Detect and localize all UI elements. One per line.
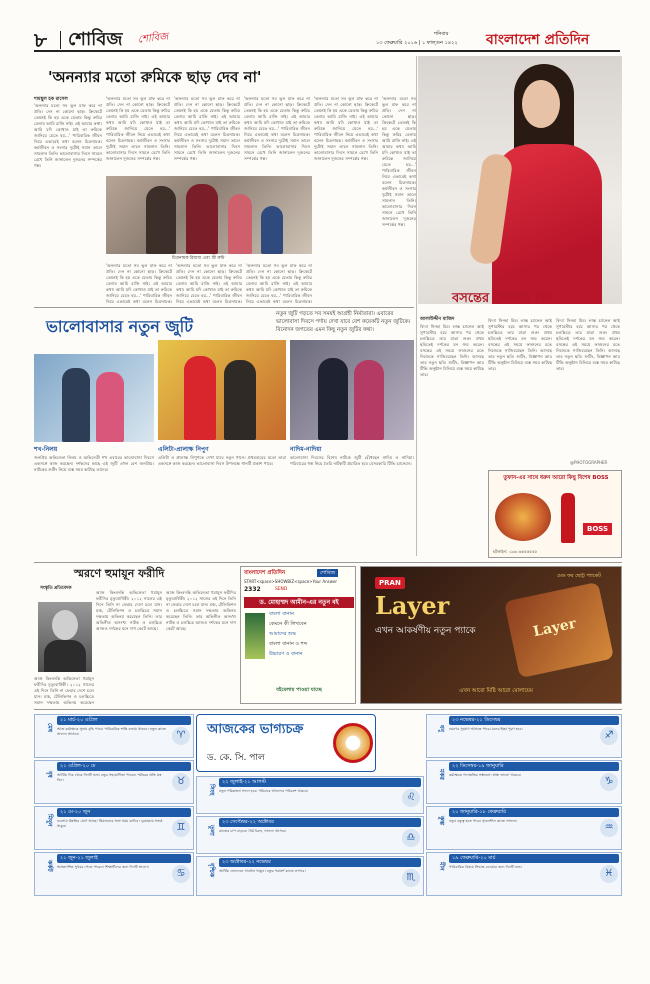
sagittarius-icon: ♐ [600, 727, 618, 745]
person-figure [354, 360, 384, 440]
person-figure [62, 368, 90, 442]
horoscope-title: আজকের ভাগ্যচক্র [207, 722, 304, 737]
couple-text-1: জনপ্রিয় অভিনেতা নিলয় ও অভিনেত্রী শখ এবারের ভালোবাসা দিবসে একসঙ্গে কাজ করছেন। দর্শকদের কাছে এই জুটি এখন বেশ জনপ্রিয়। নাটকের শুটিং নিয়ে ব্যস্ত সময় কাটছে তাদের। [34, 455, 154, 472]
portrait-head [52, 610, 78, 640]
person-figure [228, 194, 252, 254]
portrait-body [44, 640, 86, 672]
book-item-1: বাংলা বানান [269, 611, 294, 617]
horoscope-sign: ধনু ২৩ নভেম্বর-২১ ডিসেম্বর ভ্রমণের সুযোগ আসতে পারে। মনের ইচ্ছা পূরণ হবে। ♐ [426, 714, 622, 758]
horoscope-sign: তুলা ২৩ সেপ্টেম্বর-২২ অক্টোবর কাজের চাপ বাড়বে। ধৈর্য ধরুন, সাফল্য আসবে। ♎ [196, 816, 424, 854]
boss-logo: BOSS [583, 523, 612, 535]
pran-ad[interactable] [360, 566, 622, 704]
couple-name-2: এলিটা-প্রালাক্ষ নিপুণ [158, 446, 209, 453]
horoscope-sign: কুম্ভ ২০ জানুয়ারি-১৮ ফেব্রুয়ারি নতুন বন্ধুত্ব হতে পারে। সৃজনশীল কাজে সাফল্য। ♒ [426, 806, 622, 850]
book-item-2: কেমনে কী লিখবেন [269, 621, 307, 627]
boss-hotline: হটলাইন: ০৯৬০৬৫৫৫৫৫৫ [493, 549, 538, 554]
gemini-icon: ♊ [172, 819, 190, 837]
sms-send-label: SEND [275, 587, 288, 592]
page-weekday: শনিবার [434, 31, 449, 37]
obituary-photo [38, 602, 92, 672]
obituary-body-3: আজ কিংবদন্তি অভিনেতা হুমায়ূন ফরীদির মৃত্যুবার্ষিকী। ২০১২ সালের এই দিনে তিনি না ফেরার দেশে চলে যান। মঞ্চ, টেলিভিশন ও চলচ্চিত্রে সমান দক্ষতায় অভিনয় করেছেন তিনি। তার অভিনীত অসংখ্য নাটক ও চলচ্চিত্র আজও দর্শকের মনে দাগ কেটে আছে। [166, 590, 236, 631]
pran-logo: PRAN [375, 577, 405, 589]
feature-byline: আলাউদ্দীন মাজিদ [420, 317, 455, 322]
lead-photo [106, 176, 312, 254]
couple-name-3: নাদিম-নাদিয়া [290, 446, 322, 453]
horoscope-sign: মীন ১৯ ফেব্রুয়ারি-২০ মার্চ পারিবারিক বিষয়ে সিদ্ধান্ত নেওয়ার জন্য দিনটি শুভ। ♓ [426, 852, 622, 896]
person-figure [96, 372, 124, 442]
lead-body-col3: 'অনন্যার মতো সব ভুল মাফ করে না প্রতি। দেন না কোনো ছাড়। ক্রিকেটে তেমনই কি হয় একে যেতাম কিন্তু রুমির বেলায় আমি রাজি নাই। এই আমার কথা। আমি যদি কোথাও যাই তা রুমিকে জানিয়ে যেতে হয়...' পারিবারিক জীবন নিয়ে এভাবেই কথা বলেন চিত্রনায়ক। কর্মজীবন ও সংসার দুটোই সমান তালে সামলান তিনি। ভালোবাসার দিবস সামনে রেখে তিনি জানালেন দুজনের সম্পর্কের গল্প। [174, 96, 240, 161]
scorpio-icon: ♏ [402, 869, 420, 887]
lead-body-col4: 'অনন্যার মতো সব ভুল মাফ করে না প্রতি। দেন না কোনো ছাড়। ক্রিকেটে তেমনই কি হয় একে যেতাম কিন্তু রুমির বেলায় আমি রাজি নাই। এই আমার কথা। আমি যদি কোথাও যাই তা রুমিকে জানিয়ে যেতে হয়...' পারিবারিক জীবন নিয়ে এভাবেই কথা বলেন চিত্রনায়ক। কর্মজীবন ও সংসার দুটোই সমান তালে সামলান তিনি। ভালোবাসার দিবস সামনে রেখে তিনি জানালেন দুজনের সম্পর্কের গল্প। [244, 96, 310, 161]
pisces-icon: ♓ [600, 865, 618, 883]
feature-body-col1: বিদ্যা সিনহা মিম। লাক্স চ্যানেল আই সুপারস্টার হয়ে আসার পর থেকে চলচ্চিত্রে তার যাত্রা শুরু। প্রথম ছবিতেই দর্শকের মন জয় করেন। বসন্তের এই সময়ে ফাগুনের রঙে নিজেকে সাজিয়েছেন তিনি। আসছে তার নতুন ছবি। শুটিং, বিজ্ঞাপন আর টিভি অনুষ্ঠান মিলিয়ে ব্যস্ত সময় কাটছে তার। [420, 324, 484, 377]
section-divider [60, 31, 61, 49]
horoscope-sign: মিথুন ২১ মে-২০ জুন ব্যবসায় উন্নতির যোগ আছে। প্রিয়জনের সঙ্গে সময় কাটবে। দূরযাত্রায় সতর্ক থাকুন। ♊ [34, 806, 194, 850]
person-figure [261, 206, 283, 254]
lead-byline: শামছুল হক রাসেল [34, 97, 68, 102]
lead-body-lower3: 'অনন্যার মতো সব ভুল মাফ করে না প্রতি। দেন না কোনো ছাড়। ক্রিকেটে তেমনই কি হয় একে যেতাম কিন্তু রুমির বেলায় আমি রাজি নাই। এই আমার কথা। আমি যদি কোথাও যাই তা রুমিকে জানিয়ে যেতে হয়...' পারিবারিক জীবন নিয়ে এভাবেই কথা বলেন চিত্রনায়ক। [246, 263, 312, 303]
obituary-body-1: আজ কিংবদন্তি অভিনেতা হুমায়ূন ফরীদির মৃত্যুবার্ষিকী। ২০১২ সালের এই দিনে তিনি না ফেরার দেশে চলে যান। মঞ্চ, টেলিভিশন ও চলচ্চিত্রে সমান দক্ষতায় অভিনয় করেছেন তিনি। তার অভিনীত অসংখ্য নাটক ও চলচ্চিত্র আজও দর্শকের মনে দাগ কেটে আছে। [96, 590, 162, 631]
person-figure [146, 186, 176, 254]
column-rule [416, 56, 417, 556]
model-face [522, 80, 560, 128]
couple-text-2: এলিটা ও প্রালাক্ষ নিপুণকে দেখা যাবে নতুন গানে। প্রথমবারের মতো তারা একসঙ্গে কাজ করছেন। ভালোবাসা দিবস উপলক্ষে গানটি প্রকাশ পাবে। [158, 455, 286, 466]
couples-intro: নতুন জুটি গড়তে সব সময়ই আগ্রহী নির্মাতারা। এবারের ভালোবাসা দিবসে পর্দায় দেখা যাবে বেশ কয়েকটি নতুন জুটিকে। বিনোদন জগতের এমন কিছু নতুন জুটির কথা। [276, 311, 411, 333]
boss-ad-headline: তুফান-এর সাথে ধরুন আরো কিছু বিশেষ BOSS [503, 475, 609, 481]
sms-short-code: 2332 [244, 586, 261, 593]
lead-body-col1: 'অনন্যার মতো সব ভুল মাফ করে না প্রতি। দেন না কোনো ছাড়। ক্রিকেটে তেমনই কি হয় একে যেতাম কিন্তু রুমির বেলায় আমি রাজি নাই। এই আমার কথা। আমি যদি কোথাও যাই তা রুমিকে জানিয়ে যেতে হয়...' পারিবারিক জীবন নিয়ে এভাবেই কথা বলেন চিত্রনায়ক। কর্মজীবন ও সংসার দুটোই সমান তালে সামলান তিনি। ভালোবাসার দিবস সামনে রেখে তিনি জানালেন দুজনের সম্পর্কের গল্প। [34, 103, 102, 168]
horoscope-sign: বৃষ ২১ এপ্রিল-২০ মে আর্থিক দিক থেকে দিনটি শুভ। বন্ধুর সহযোগিতা পাবেন। শরীরের প্রতি যত্ন নিন। ♉ [34, 760, 194, 804]
feature-body-col3: বিদ্যা সিনহা মিম। লাক্স চ্যানেল আই সুপারস্টার হয়ে আসার পর থেকে চলচ্চিত্রে তার যাত্রা শুরু। প্রথম ছবিতেই দর্শকের মন জয় করেন। বসন্তের এই সময়ে ফাগুনের রঙে নিজেকে সাজিয়েছেন তিনি। আসছে তার নতুন ছবি। শুটিং, বিজ্ঞাপন আর টিভি অনুষ্ঠান মিলিয়ে ব্যস্ত সময় কাটছে তার। [556, 318, 620, 371]
taurus-icon: ♉ [172, 773, 190, 791]
book-ad-footer: বইমেলায় পাওয়া যাচ্ছে [276, 687, 322, 693]
couple-photo-1 [34, 354, 154, 442]
pran-tagline: এখন আরো মিষ্টি আরো মোলায়েম [459, 688, 533, 694]
horoscope-sign: মেষ ২১ মার্চ-২০ এপ্রিল আজ কর্মক্ষেত্রে সুনাম বৃদ্ধি পাবে। পারিবারিক শান্তি বজায় থাকবে। নতুন কাজে সাফল্য আসবে। ♈ [34, 714, 194, 758]
section-rule [34, 307, 414, 308]
book-ad-tag: শোবিজ [317, 569, 338, 577]
horoscope-banner [196, 714, 376, 772]
leo-icon: ♌ [402, 789, 420, 807]
couple-photo-3 [290, 340, 414, 440]
lead-body-col5: 'অনন্যার মতো সব ভুল মাফ করে না প্রতি। দেন না কোনো ছাড়। ক্রিকেটে তেমনই কি হয় একে যেতাম কিন্তু রুমির বেলায় আমি রাজি নাই। এই আমার কথা। আমি যদি কোথাও যাই তা রুমিকে জানিয়ে যেতে হয়...' পারিবারিক জীবন নিয়ে এভাবেই কথা বলেন চিত্রনায়ক। কর্মজীবন ও সংসার দুটোই সমান তালে সামলান তিনি। ভালোবাসার দিবস সামনে রেখে তিনি জানালেন দুজনের সম্পর্কের গল্প। [314, 96, 378, 161]
book-cover [245, 613, 265, 659]
aries-icon: ♈ [172, 727, 190, 745]
libra-icon: ♎ [402, 829, 420, 847]
lead-photo-caption: চিত্রনায়ক রিয়াজ এবং স্ত্রী রুমি [172, 256, 225, 261]
lead-body-lower1: 'অনন্যার মতো সব ভুল মাফ করে না প্রতি। দেন না কোনো ছাড়। ক্রিকেটে তেমনই কি হয় একে যেতাম কিন্তু রুমির বেলায় আমি রাজি নাই। এই আমার কথা। আমি যদি কোথাও যাই তা রুমিকে জানিয়ে যেতে হয়...' পারিবারিক জীবন নিয়ে এভাবেই কথা বলেন চিত্রনায়ক। [106, 263, 172, 303]
obituary-body-2: আজ কিংবদন্তি অভিনেতা হুমায়ূন ফরীদির মৃত্যুবার্ষিকী। ২০১২ সালের এই দিনে তিনি না ফেরার দেশে চলে যান। মঞ্চ, টেলিভিশন ও চলচ্চিত্রে সমান দক্ষতায় অভিনয় করেছেন [34, 676, 94, 704]
capricorn-icon: ♑ [600, 773, 618, 791]
horoscope-sign: সিংহ ২২ জুলাই-২১ আগস্ট নতুন পরিকল্পনা সফল হবে। পরিবারে আনন্দের পরিবেশ থাকবে। ♌ [196, 776, 424, 814]
person-figure [186, 184, 218, 254]
section-logo: শোবিজ [137, 31, 169, 46]
section-rule [34, 562, 622, 563]
couple-name-1: শখ-নিলয় [34, 446, 58, 453]
feature-photo [418, 56, 622, 304]
feature-body-col2: বিদ্যা সিনহা মিম। লাক্স চ্যানেল আই সুপারস্টার হয়ে আসার পর থেকে চলচ্চিত্রে তার যাত্রা শুরু। প্রথম ছবিতেই দর্শকের মন জয় করেন। বসন্তের এই সময়ে ফাগুনের রঙে নিজেকে সাজিয়েছেন তিনি। আসছে তার নতুন ছবি। শুটিং, বিজ্ঞাপন আর টিভি অনুষ্ঠান মিলিয়ে ব্যস্ত সময় কাটছে তার। [488, 318, 552, 371]
book-item-5: উচ্চারণ ও বানান [269, 651, 303, 657]
horoscope-sign: মকর ২২ ডিসেম্বর-১৯ জানুয়ারি কর্মক্ষেত্রে পদোন্নতির সম্ভাবনা। স্বাস্থ্য ভালো থাকবে। ♑ [426, 760, 622, 804]
pran-product-name: Layer [375, 591, 450, 620]
lead-body-lower2: 'অনন্যার মতো সব ভুল মাফ করে না প্রতি। দেন না কোনো ছাড়। ক্রিকেটে তেমনই কি হয় একে যেতাম কিন্তু রুমির বেলায় আমি রাজি নাই। এই আমার কথা। আমি যদি কোথাও যাই তা রুমিকে জানিয়ে যেতে হয়...' পারিবারিক জীবন নিয়ে এভাবেই কথা বলেন চিত্রনায়ক। [176, 263, 242, 303]
book-item-3: আমাদের শুদ্ধ [269, 631, 297, 637]
couples-title: ভালোবাসার নতুন জুটি [46, 317, 193, 336]
book-ad-brand: বাংলাদেশ প্রতিদিন [244, 570, 286, 576]
feature-photo-credit: @PHOTOGRAPHER [570, 460, 608, 465]
pran-tag: মেড ফর ছোট্ট প্যাকেট [557, 573, 601, 579]
page-number: ৮ [34, 28, 47, 52]
boss-bottle [561, 493, 575, 543]
pran-headline: এখন আকর্ষণীয় নতুন প্যাকে [375, 626, 476, 636]
couple-text-3: ভালোবাসা দিবসের বিশেষ নাটকে জুটি বেঁধেছেন নাদিম ও নাদিয়া। পরিবারের গল্প নিয়ে তৈরি নাটকটি প্রচারিত হবে বেসরকারি টিভি চ্যানেলে। [290, 455, 414, 466]
obituary-title: স্মরণে হুমায়ূন ফরীদি [74, 567, 165, 580]
aquarius-icon: ♒ [600, 819, 618, 837]
horoscope-author: ড. কে. সি. পাল [207, 753, 265, 763]
section-rule [34, 709, 622, 710]
pran-pack-label: Layer [531, 615, 578, 641]
cancer-icon: ♋ [172, 865, 190, 883]
boss-ad[interactable] [488, 470, 622, 558]
lead-body-col2: 'অনন্যার মতো সব ভুল মাফ করে না প্রতি। দেন না কোনো ছাড়। ক্রিকেটে তেমনই কি হয় একে যেতাম কিন্তু রুমির বেলায় আমি রাজি নাই। এই আমার কথা। আমি যদি কোথাও যাই তা রুমিকে জানিয়ে যেতে হয়...' পারিবারিক জীবন নিয়ে এভাবেই কথা বলেন চিত্রনায়ক। কর্মজীবন ও সংসার দুটোই সমান তালে সামলান তিনি। ভালোবাসার দিবস সামনে রেখে তিনি জানালেন দুজনের সম্পর্কের গল্প। [106, 96, 170, 161]
book-ad[interactable] [240, 566, 356, 704]
masthead-brand: বাংলাদেশ প্রতিদিন [486, 32, 590, 48]
feature-title: বসন্তের দোলায় মিম [452, 291, 554, 306]
book-ad-title: ড. মোহাম্মদ আমীন-এর নতুন বই [244, 597, 354, 608]
boss-food-image [495, 493, 551, 541]
lead-body-col6: 'অনন্যার মতো সব ভুল মাফ করে না প্রতি। দেন না কোনো ছাড়। ক্রিকেটে তেমনই কি হয় একে যেতাম কিন্তু রুমির বেলায় আমি রাজি নাই। এই আমার কথা। আমি যদি কোথাও যাই তা রুমিকে জানিয়ে যেতে হয়...' পারিবারিক জীবন নিয়ে এভাবেই কথা বলেন চিত্রনায়ক। কর্মজীবন ও সংসার দুটোই সমান তালে সামলান তিনি। ভালোবাসার দিবস সামনে রেখে তিনি জানালেন দুজনের সম্পর্কের গল্প। [382, 96, 416, 227]
section-title: শোবিজ [68, 29, 123, 50]
person-figure [224, 360, 256, 440]
book-item-4: বাংলা বানান ও শব্দ [269, 641, 308, 647]
page-date: ১৩ ফেব্রুয়ারি ২০১৬ | ১ ফাল্গুন ১৪২২ [376, 40, 458, 46]
sms-format: START<space>SHOWBIZ<space>Your Answer [244, 579, 338, 584]
horoscope-sign: বৃশ্চিক ২৩ অক্টোবর-২২ নভেম্বর আর্থিক লেনদেনে সাবধান থাকুন। বন্ধুর পরামর্শ কাজে লাগবে। ♏ [196, 856, 424, 896]
lead-headline: 'অনন্যার মতো রুমিকে ছাড় দেব না' [48, 68, 262, 86]
couple-photo-2 [158, 340, 286, 440]
person-figure [184, 356, 216, 440]
obituary-byline: সংস্কৃতি প্রতিবেদক [40, 586, 72, 591]
zodiac-wheel-icon [333, 723, 373, 763]
person-figure [318, 358, 348, 440]
horoscope-sign: কর্কট ২১ জুন-২১ জুলাই অপ্রত্যাশিত সুখবর পেতে পারেন। শিক্ষার্থীদের জন্য দিনটি ভালো। ♋ [34, 852, 194, 896]
page-header [34, 28, 620, 52]
